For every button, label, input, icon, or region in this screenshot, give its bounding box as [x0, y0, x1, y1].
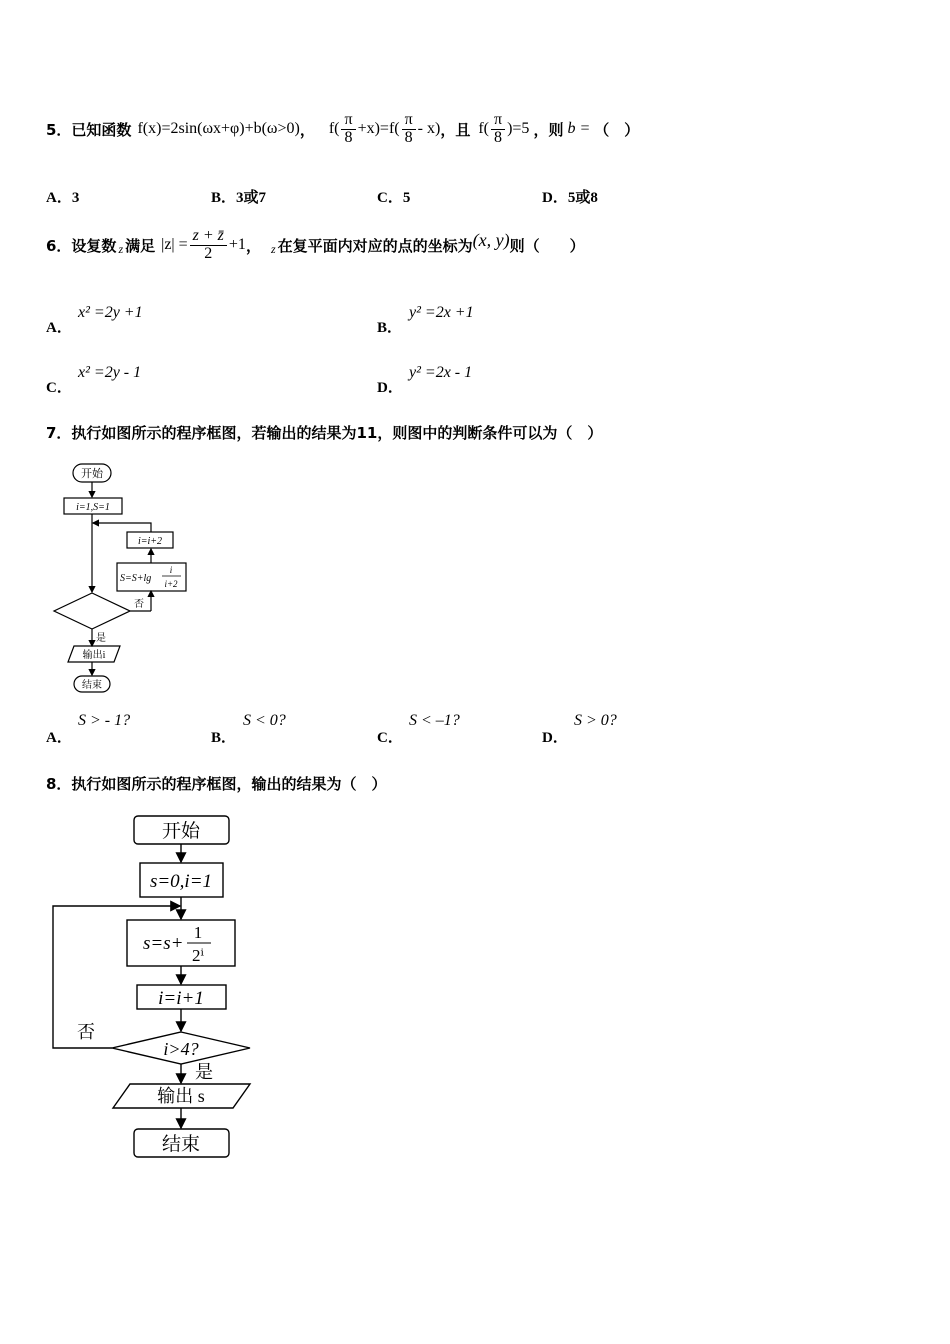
q5-frac-1-den: 8 [344, 128, 353, 146]
q5-and: ，且 [440, 120, 471, 139]
q7-option-c-label: C． [377, 730, 403, 746]
q7-init-text: i=1,S=1 [76, 502, 110, 513]
q6-satisfy: 满足 [125, 236, 156, 255]
q7-output-text: 输出i [82, 650, 106, 661]
q5-frac-2-num: π [402, 112, 416, 130]
q6-option-c-label: C． [46, 380, 72, 396]
q8-stem: 8．执行如图所示的程序框图，输出的结果为（ ） [46, 775, 387, 793]
q7-stem: 7．执行如图所示的程序框图，若输出的结果为11，则图中的判断条件可以为（ ） [46, 424, 603, 442]
q6-z: z [118, 241, 124, 256]
q7-loop-back [93, 523, 151, 532]
q5-cond1-right: - x) [417, 120, 441, 137]
q6-xy: (x, y) [472, 229, 510, 250]
q5-cond1-left: f( [328, 120, 340, 137]
question-6 [46, 218, 585, 272]
q8-inc-text: i=i+1 [158, 988, 204, 1009]
q7-update-frac-den: i+2 [164, 579, 178, 589]
q5-tail: ，则 [533, 120, 564, 139]
q7-decision [54, 593, 130, 629]
q8-update-frac-num: 1 [193, 923, 203, 942]
q7-inc-text: i=i+2 [137, 536, 163, 547]
q8-yes-label: 是 [195, 1062, 213, 1082]
q5-comma: ， [299, 120, 315, 139]
q5-cond1-mid: +x)=f( [357, 120, 400, 137]
q6-frac-num: z + z̄ [190, 228, 227, 246]
q6-option-b-expr: y² =2x +1 [409, 304, 474, 321]
q8-no-label: 否 [77, 1022, 95, 1042]
q6-end: 则（ ） [509, 236, 585, 255]
q6-plus-one: +1 [228, 236, 246, 253]
q6-option-d-expr: y² =2x - 1 [409, 364, 473, 381]
q7-update-text: S=S+lg [120, 573, 152, 584]
q5-frac-3 [491, 112, 505, 147]
q7-option-a-label: A． [46, 730, 72, 746]
q6-option-c-expr: x² =2y - 1 [78, 364, 142, 381]
q8-output-text: 输出 s [157, 1086, 205, 1106]
q7-option-b-expr: S < 0? [243, 712, 286, 729]
q7-update-frac-num: i [169, 565, 173, 575]
q5-frac-2 [402, 112, 416, 147]
question-5 [46, 104, 639, 154]
q5-cond2-left: f( [478, 120, 489, 137]
q5-option-c: C．5 [377, 190, 411, 206]
q6-comma: ， [245, 236, 261, 255]
q5-function: f(x)=2sin(ωx+φ)+b(ω>0) [137, 120, 300, 137]
q6-option-d-label: D． [377, 380, 403, 396]
q8-update-frac-den: 2ⁱ [192, 946, 204, 965]
q6-option-a-expr: x² =2y +1 [78, 304, 143, 321]
q5-frac-1-num: π [341, 112, 355, 130]
q8-cond-text: i>4? [163, 1039, 199, 1059]
q7-option-d-label: D． [542, 730, 568, 746]
q6-prefix: 6．设复数 [46, 236, 117, 255]
q7-option-a-expr: S > - 1? [78, 712, 131, 729]
q6-abs-z: |z| = [161, 236, 188, 253]
q7-flowchart [50, 460, 195, 695]
q6-frac [190, 228, 227, 263]
q5-option-a: A．3 [46, 190, 80, 206]
q7-yes-label: 是 [96, 633, 106, 644]
q7-no-label: 否 [134, 599, 144, 610]
q7-option-b-label: B． [211, 730, 237, 746]
q7-option-c-expr: S < –1? [409, 712, 460, 729]
q5-b-eq: b = [567, 120, 591, 137]
q6-option-a-label: A． [46, 320, 72, 336]
q6-frac-den: 2 [204, 244, 213, 262]
q7-end-text: 结束 [82, 680, 102, 691]
q6-middle: 在复平面内对应的点的坐标为 [277, 236, 473, 255]
q6-option-b-label: B． [377, 320, 403, 336]
q8-loop-back [53, 906, 180, 1048]
q5-cond2-right: )=5 [507, 120, 530, 137]
q5-option-b: B．3或7 [211, 190, 267, 206]
q5-option-d: D．5或8 [542, 190, 598, 206]
q5-frac-1 [341, 112, 355, 147]
q8-update-text: s=s+ [143, 933, 184, 954]
q8-flowchart [45, 808, 260, 1163]
q5-paren: （ ） [594, 120, 640, 139]
q7-option-d-expr: S > 0? [574, 712, 617, 729]
q5-prefix: 5．已知函数 [46, 120, 132, 139]
q5-frac-3-den: 8 [494, 128, 503, 146]
q8-init-text: s=0,i=1 [149, 871, 213, 892]
q8-start-text: 开始 [161, 821, 201, 842]
q8-end-text: 结束 [161, 1134, 201, 1155]
q6-z2: z [270, 241, 276, 256]
q7-start-text: 开始 [81, 468, 103, 480]
q5-frac-3-num: π [491, 112, 505, 130]
q5-frac-2-den: 8 [404, 128, 413, 146]
